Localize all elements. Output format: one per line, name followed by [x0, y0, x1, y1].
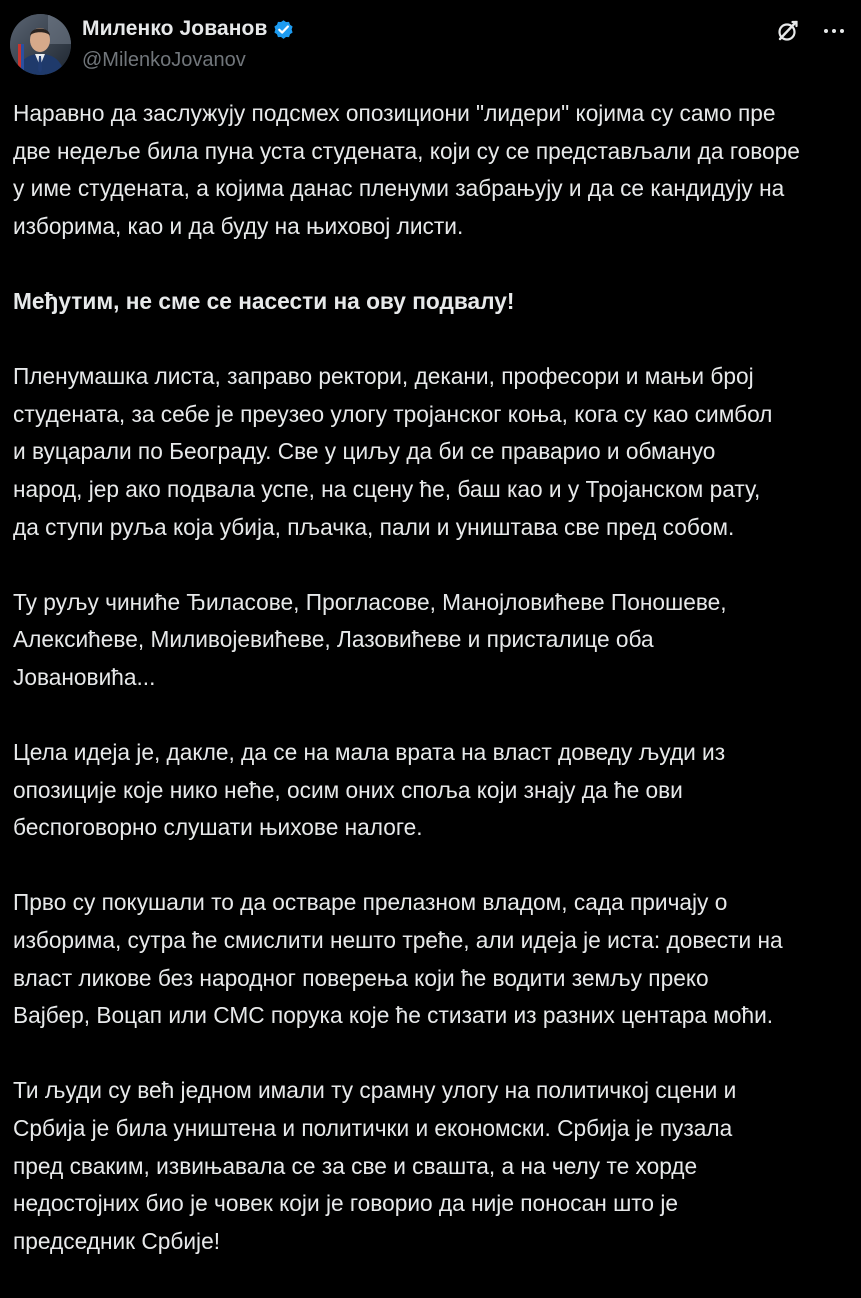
- post-line: и вуцарали по Београду. Све у циљу да би се праварио и обмануо: [13, 438, 716, 465]
- display-name[interactable]: Миленко Јованов: [82, 17, 268, 40]
- grok-icon[interactable]: [775, 18, 801, 44]
- post-line: народ, јер ако подвала успе, на сцену ће, баш као и у Тројанском рату,: [13, 475, 761, 502]
- post-line: да ступи руља која убија, пљачка, пали и уништава све пред собом.: [13, 513, 735, 540]
- post-line: студената, за себе је преузео улогу тројанског коња, кога су као симбол: [13, 400, 773, 427]
- post-header: [10, 12, 847, 76]
- post-paragraph-1: [13, 95, 858, 245]
- post-line: Ти људи су већ једном имали ту срамну улогу на политичкој сцени и: [13, 1077, 737, 1104]
- post-line: изборима, сутра ће смислити нешто треће, али идеја је иста: довести на: [13, 927, 783, 954]
- post-line: две недеље била пуна уста студената, који су се представљали да говоре: [13, 137, 800, 164]
- post-paragraph-7: [13, 1072, 858, 1260]
- post-paragraph-4: [13, 584, 858, 697]
- post-paragraph-3: [13, 358, 858, 546]
- post-line: недостојних био је човек који је говорио да није поносан што је: [13, 1190, 679, 1217]
- author-names: [82, 15, 295, 72]
- post-paragraph-6: [13, 884, 858, 1034]
- post-line: председник Србије!: [13, 1227, 221, 1254]
- post-line: Ту руљу чиниће Ђиласове, Прогласове, Манојловићеве Поношеве,: [13, 588, 727, 615]
- post-paragraph-2: [13, 283, 858, 321]
- profile-photo-icon: [10, 14, 71, 75]
- post-line: у име студената, а којима данас пленуми забрањују и да се кандидују на: [13, 175, 785, 202]
- post-line: беспоговорно слушати њихове налоге.: [13, 814, 423, 841]
- post-text: [13, 95, 858, 1298]
- verified-badge-icon[interactable]: [272, 18, 295, 41]
- handle[interactable]: @MilenkoJovanov: [82, 49, 246, 71]
- avatar[interactable]: [10, 14, 71, 75]
- post-paragraph-5: [13, 734, 858, 847]
- post-line: Наравно да заслужују подсмех опозициони "лидери" којима су само пре: [13, 100, 776, 126]
- post-line: власт ликове без народног поверења који ће водити земљу преко: [13, 964, 709, 991]
- post-line: опозиције које нико неће, осим оних споља који знају да ће ови: [13, 776, 683, 803]
- display-name-row: [82, 15, 295, 43]
- post-line: Алексићеве, Миливојевићеве, Лазовићеве и присталице оба: [13, 626, 654, 653]
- post-line: пред сваким, извињавала се за све и свашта, а на челу те хорде: [13, 1152, 698, 1179]
- post-line: Вајбер, Воцап или СМС порука које ће стизати из разних центара моћи.: [13, 1002, 774, 1029]
- post-line: Јовановића...: [13, 663, 156, 690]
- post-line: Србија је била уништена и политички и економски. Србија је пузала: [13, 1115, 733, 1142]
- header-actions: [775, 18, 847, 44]
- post-line: Цела идеја је, дакле, да се на мала врата на власт доведу људи из: [13, 739, 726, 766]
- post-line: Међутим, не сме се насести на ову подвалу!: [13, 287, 515, 314]
- more-options-icon[interactable]: [821, 18, 847, 44]
- post-line: изборима, као и да буду на њиховој листи.: [13, 212, 464, 239]
- post-line: Пленумашка листа, заправо ректори, декани, професори и мањи број: [13, 363, 754, 390]
- post-line: Прво су покушали то да остваре прелазном владом, сада причају о: [13, 889, 728, 916]
